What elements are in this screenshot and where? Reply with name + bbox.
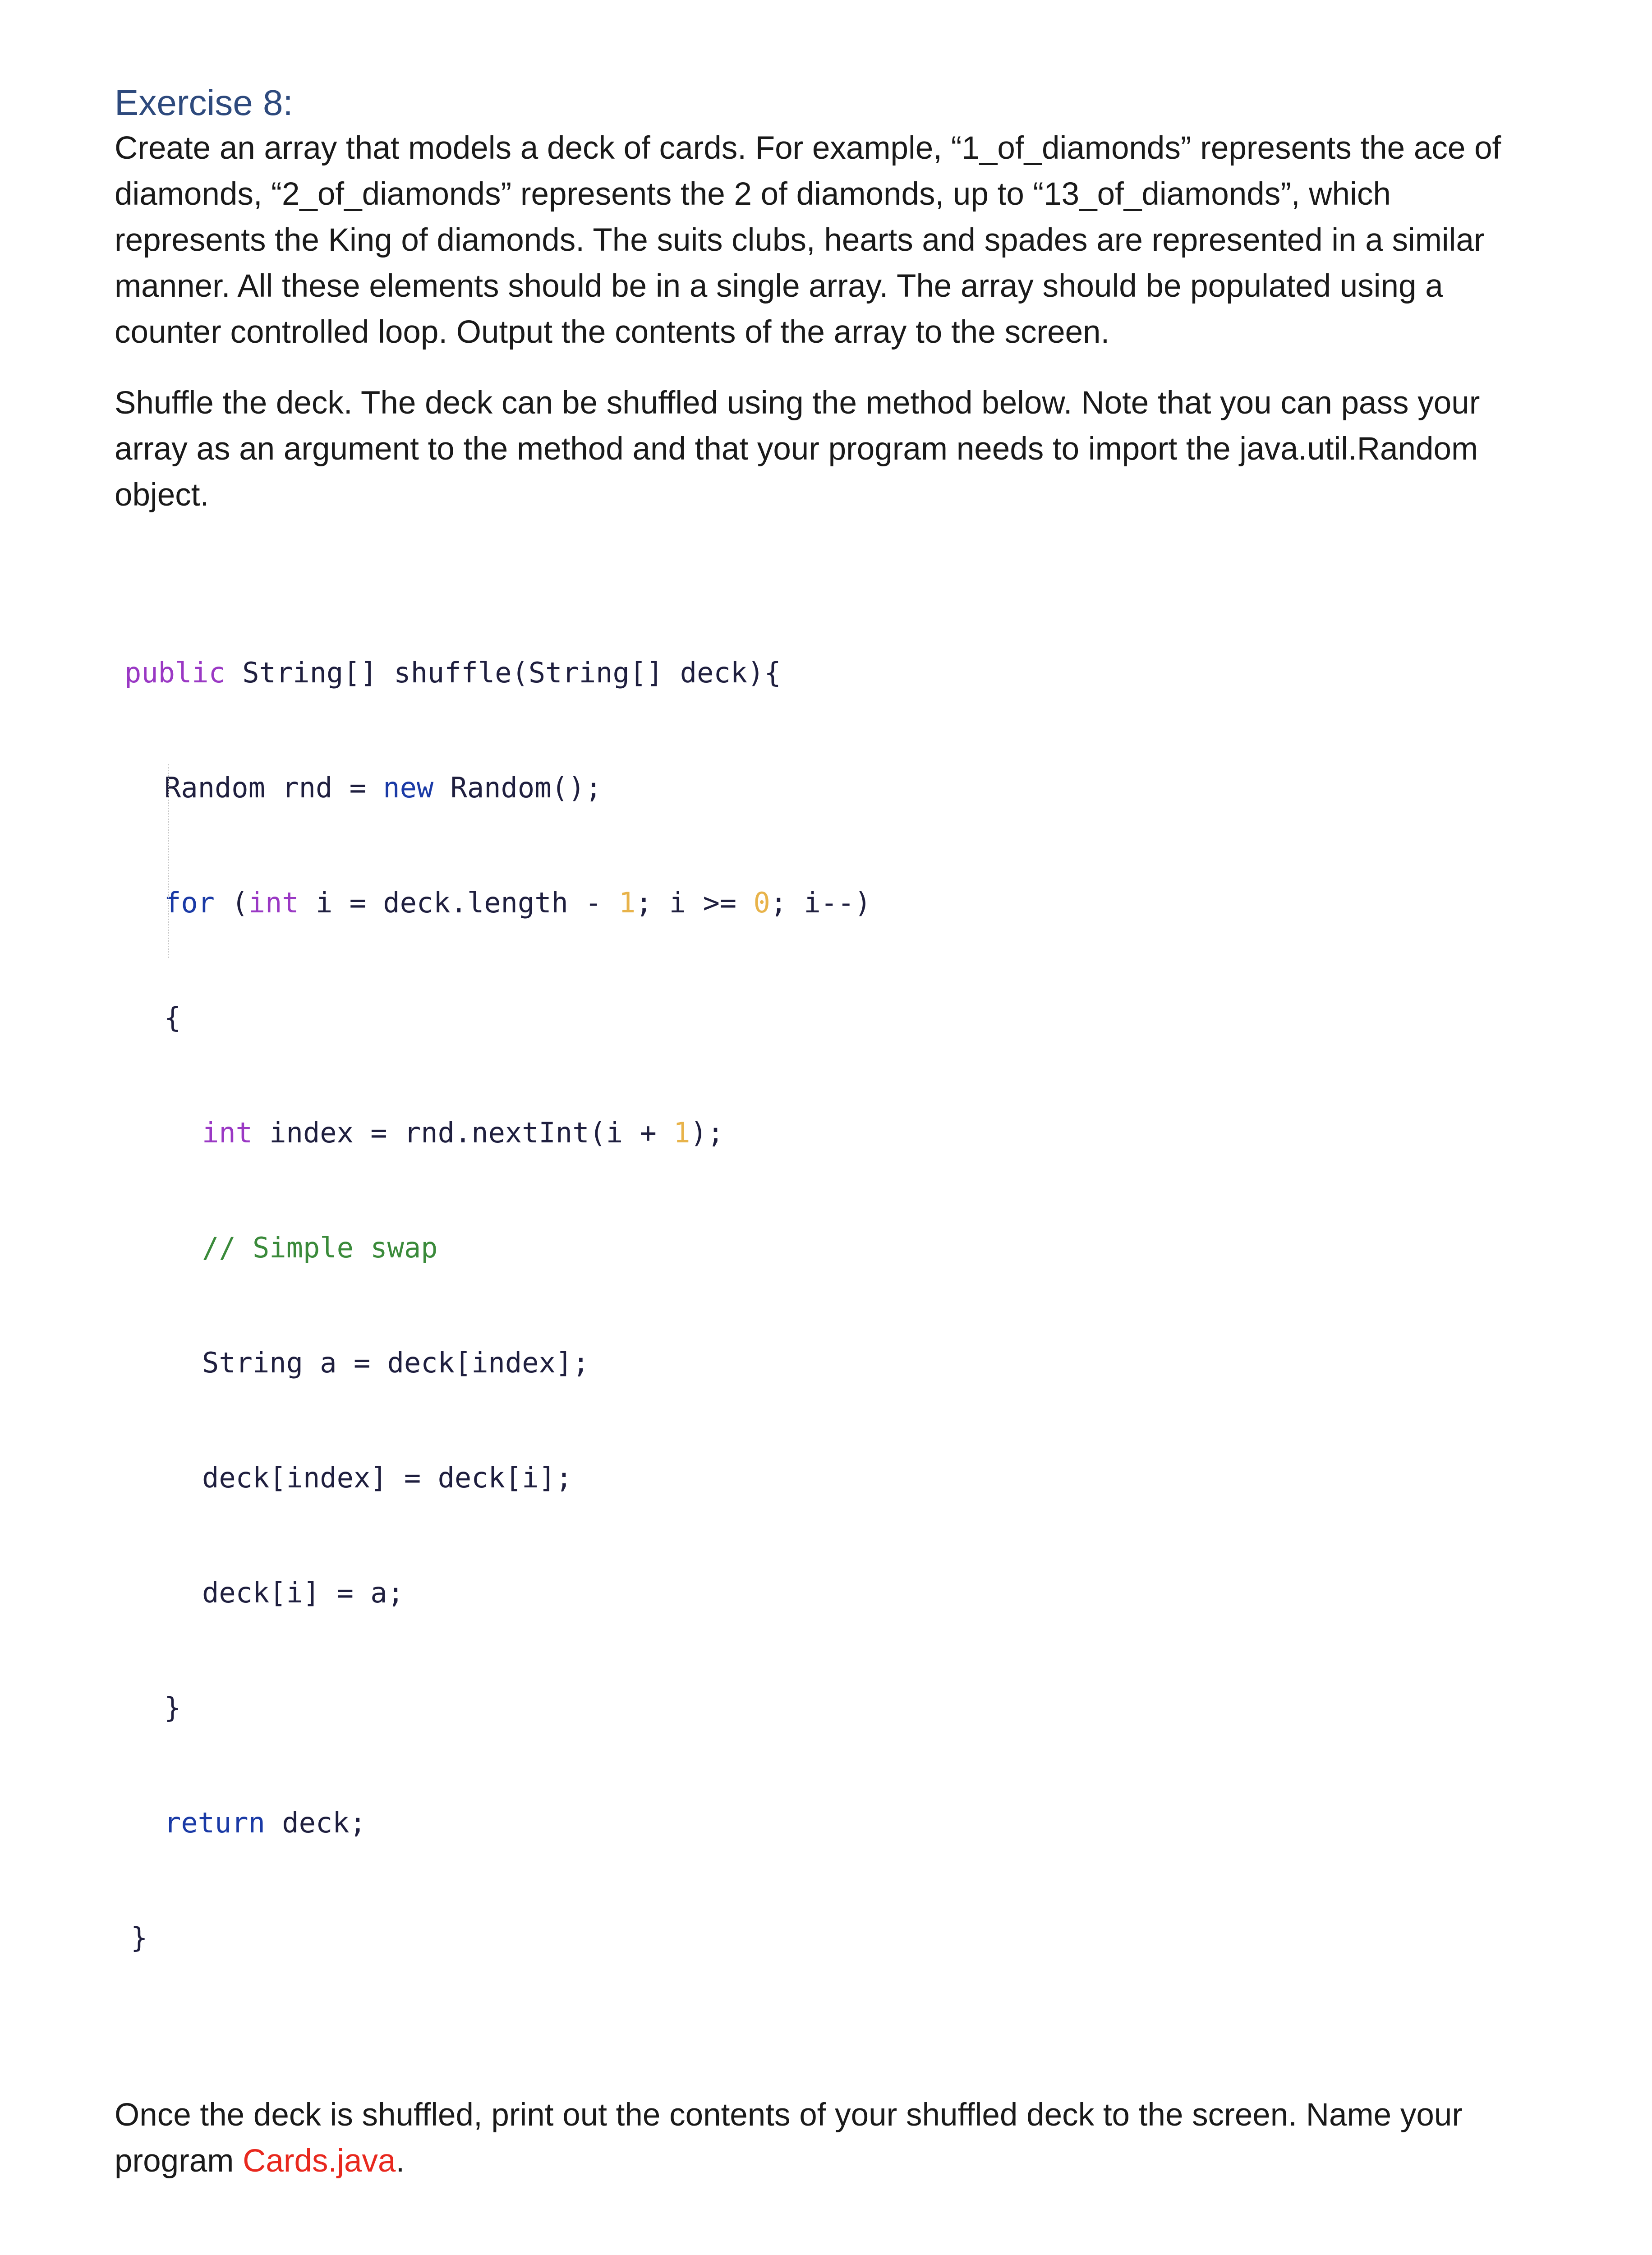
code-number: 0: [753, 886, 770, 919]
code-text: String[] shuffle(String[] deck){: [225, 656, 781, 689]
text-line: Once the deck is shuffled, print out the contents of your shuffled deck to the screen. Name your: [115, 2097, 1463, 2133]
code-number: 1: [618, 886, 636, 919]
code-text: i = deck.length -: [299, 886, 619, 919]
exercise-8-output-instructions: [115, 2092, 1549, 2184]
code-text: }: [131, 1921, 148, 1954]
exercise-8-heading: Exercise 8:: [115, 83, 293, 123]
code-text: );: [690, 1116, 724, 1149]
code-line: [124, 769, 1549, 807]
code-keyword: public: [124, 656, 225, 689]
code-line: [124, 653, 1549, 692]
text-fragment: program: [115, 2143, 243, 2179]
code-number: 1: [673, 1116, 690, 1149]
code-text: deck[index] = deck[i];: [202, 1461, 573, 1494]
text-line: counter controlled loop. Output the contents of the array to the screen.: [115, 314, 1110, 350]
code-keyword: int: [202, 1116, 253, 1149]
code-keyword: for: [164, 886, 215, 919]
filename-cards-java: Cards.java: [243, 2143, 396, 2179]
code-line: [124, 1229, 1549, 1267]
code-line: [124, 1804, 1549, 1842]
code-keyword: return: [164, 1806, 265, 1839]
code-line: [124, 1919, 1549, 1957]
code-text: Random rnd =: [164, 771, 383, 804]
code-keyword: int: [248, 886, 299, 919]
code-text: ; i >=: [635, 886, 754, 919]
text-line: represents the King of diamonds. The suits clubs, hearts and spades are represented in a similar: [115, 222, 1485, 258]
document-page: [115, 80, 1549, 2255]
text-fragment: .: [396, 2143, 405, 2179]
code-line: [124, 1459, 1549, 1497]
text-line: array as an argument to the method and that your program needs to import the java.util.Random: [115, 431, 1478, 467]
code-comment: // Simple swap: [202, 1231, 438, 1264]
code-text: deck;: [265, 1806, 366, 1839]
code-text: deck[i] = a;: [202, 1576, 404, 1609]
text-line: Create an array that models a deck of cards. For example, “1_of_diamonds” represents the ace of: [115, 130, 1501, 166]
exercise-8-shuffle-instructions: [115, 380, 1549, 518]
code-text: ; i--): [770, 886, 871, 919]
text-line: Shuffle the deck. The deck can be shuffled using the method below. Note that you can pass your: [115, 385, 1480, 421]
text-line: manner. All these elements should be in a single array. The array should be populated using a: [115, 268, 1443, 304]
code-text: (: [214, 886, 248, 919]
shuffle-code-block: [124, 538, 1549, 2034]
exercise-8-intro: [115, 125, 1549, 355]
code-text: String a = deck[index];: [202, 1346, 589, 1379]
code-text: Random();: [433, 771, 602, 804]
code-text: {: [164, 1001, 181, 1034]
code-keyword: new: [383, 771, 434, 804]
code-line: [124, 1114, 1549, 1152]
text-line: diamonds, “2_of_diamonds” represents the 2 of diamonds, up to “13_of_diamonds”, which: [115, 176, 1391, 212]
code-text: index = rnd.nextInt(i +: [252, 1116, 674, 1149]
text-line: object.: [115, 477, 209, 513]
code-text: }: [164, 1691, 181, 1724]
code-line: [124, 1344, 1549, 1382]
code-line: [124, 1689, 1549, 1727]
indent-guide: [168, 764, 169, 958]
code-line: [124, 884, 1549, 922]
code-line: [124, 1574, 1549, 1612]
code-line: [124, 999, 1549, 1037]
